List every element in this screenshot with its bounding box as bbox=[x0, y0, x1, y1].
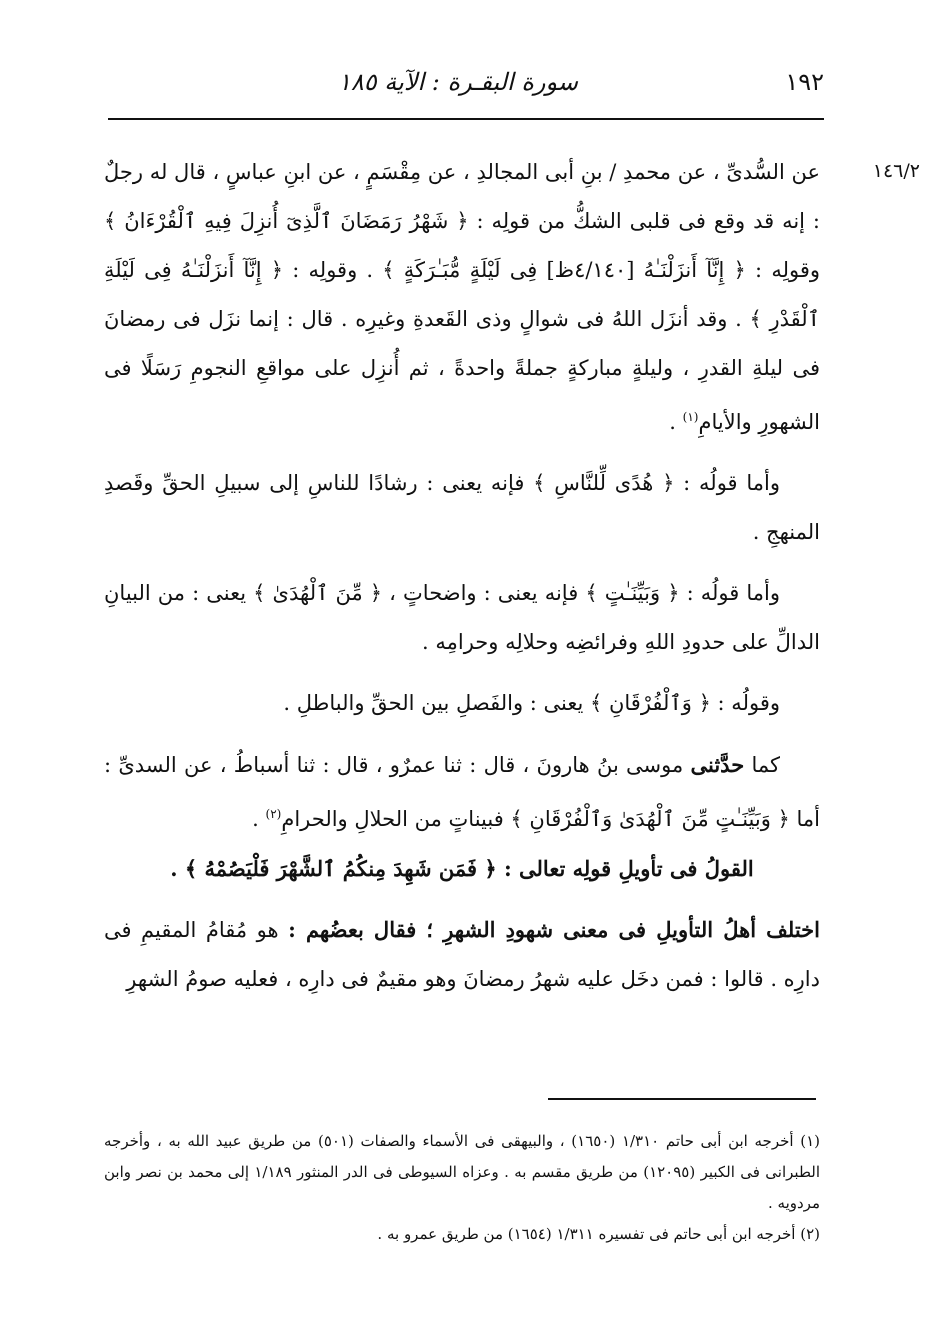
paragraph-5-bold: حدَّثنى bbox=[690, 752, 745, 777]
page-header bbox=[108, 62, 824, 114]
footnote-marker-2: (٢) bbox=[265, 807, 282, 821]
footnote-1: (١) أخرجه ابن أبى حاتم ١/٣١٠ (١٦٥٠) ، والبيهقى فى الأسماء والصفات (٥٠١) من طريق عبيد الله به ، وأخرجه الطبرانى فى الكبير (١٢٠٩٥) من طريق مقسم به . وعزاه السيوطى فى الدر المنثور ١/١٨٩ إلى محمد بن نصر وابن مردويه . bbox=[104, 1132, 820, 1212]
section-heading: القولُ فى تأويلِ قولِه تعالى : ﴿ فَمَن شَهِدَ مِنكُمُ ٱلشَّهْرَ فَلْيَصُمْهُ ﴾ . bbox=[170, 856, 754, 881]
paragraph-1 bbox=[104, 148, 820, 447]
footnotes bbox=[104, 1126, 820, 1250]
paragraph-5-lead: كما bbox=[744, 753, 780, 777]
paragraph-3: وأما قولُه : ﴿ وَبَيِّنَـٰتٍ ﴾ فإنه يعنى : واضحاتٍ ، ﴿ مِّنَ ٱلْهُدَىٰ ﴾ يعنى : من البيانِ الدالِّ على حدودِ اللهِ وفرائضِه وحلالِه وحرامِه . bbox=[104, 581, 820, 654]
paragraph-4: وقولُه : ﴿ وَٱلْفُرْقَانِ ﴾ يعنى : والفَصلِ بين الحقِّ والباطلِ . bbox=[283, 691, 780, 715]
paragraph-2: وأما قولُه : ﴿ هُدًى لِّلنَّاسِ ﴾ فإنه يعنى : رشادًا للناسِ إلى سبيلِ الحقِّ وقَصدِ المنهجِ . bbox=[104, 471, 820, 544]
header-rule bbox=[108, 118, 824, 120]
paragraph-6-bold: اختلف أهلُ التأويلِ فى معنى شهودِ الشهرِ ؛ فقال بعضُهم : bbox=[288, 917, 821, 942]
main-text bbox=[104, 148, 820, 1004]
paragraph-5-end: . bbox=[252, 807, 266, 831]
paragraph-6 bbox=[104, 905, 820, 1004]
paragraph-5 bbox=[104, 740, 820, 844]
running-title: سورة البقـرة : الآية ١٨٥ bbox=[337, 68, 579, 96]
margin-reference: ١٤٦/٢ bbox=[872, 160, 920, 182]
paragraph-5-text: موسى بنُ هارونَ ، قال : ثنا عمرٌو ، قال : ثنا أسباطُ ، عن السدىِّ : أما ﴿ وَبَيِّنَـٰتٍ مِّنَ ٱلْهُدَىٰ وَٱلْفُرْقَانِ ﴾ فبيناتٍ من الحلالِ والحرامِ bbox=[104, 753, 820, 831]
footnote-2: (٢) أخرجه ابن أبى حاتم فى تفسيره ١/٣١١ (١٦٥٤) من طريق عمرو به . bbox=[377, 1225, 820, 1243]
paragraph-1-text: عن السُّدىِّ ، عن محمدِ / بنِ أبى المجالدِ ، عن مِقْسَمٍ ، عن ابنِ عباسٍ ، قال له رجلٌ : إنه قد وقع فى قلبى الشكُّ من قولِه : ﴿ شَهْرُ رَمَضَانَ ٱلَّذِىٓ أُنزِلَ فِيهِ ٱلْقُرْءَانُ ﴾ وقولِه : ﴿ إِنَّآ أَنزَلْنَـٰهُ [٤/١٤٠ظ] فِى لَيْلَةٍ مُّبَـٰرَكَةٍ ﴾ . وقولِه : ﴿ إِنَّآ أَنزَلْنَـٰهُ فِى لَيْلَةِ ٱلْقَدْرِ ﴾ . وقد أنزَل اللهُ فى شوالٍ وذى القَعدةِ وغيرِه . قال : إنما نزَل فى رمضانَ فى ليلةِ القدرِ ، وليلةٍ مباركةٍ جملةً واحدةً ، ثم أُنزِل على مواقعِ النجومِ رَسَلًا فى الشهورِ والأيامِ bbox=[104, 160, 821, 434]
footnote-rule bbox=[548, 1098, 816, 1100]
page-number: ١٩٢ bbox=[785, 68, 824, 96]
paragraph-6-text: هو مُقامُ المقيمِ فى دارِه . قالوا : فمن دخَل عليه شهرُ رمضانَ وهو مقيمٌ فى دارِه ، فعليه صومُ الشهرِ bbox=[104, 918, 820, 991]
footnote-marker-1: (١) bbox=[682, 410, 699, 424]
paragraph-1-end: . bbox=[669, 410, 683, 434]
